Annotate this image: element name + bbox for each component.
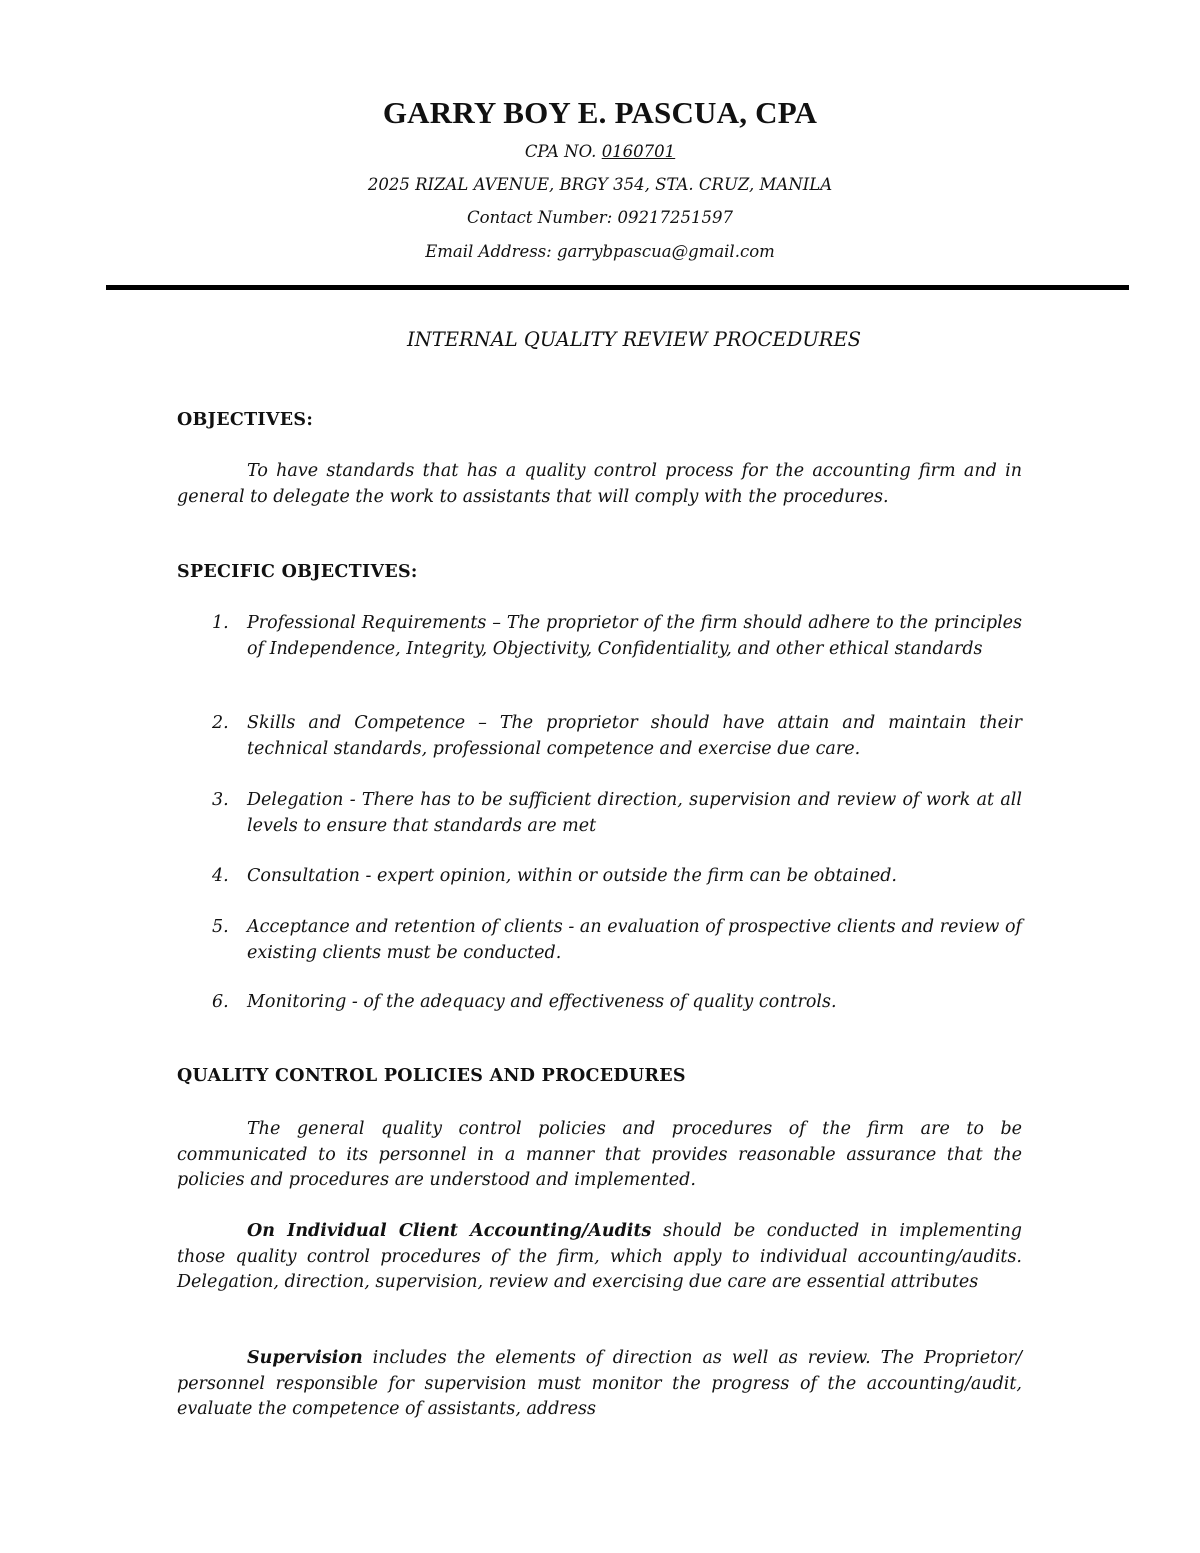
list-text: Professional Requirements – The proprietor of the firm should adhere to the principles of Independence, Integrity, Objectivity, Confidentiality, and other ethical standards [247,613,1022,659]
qc-paragraph-supervision [177,1346,1022,1423]
address-line: 2025 RIZAL AVENUE, BRGY 354, STA. CRUZ, MANILA [367,175,833,194]
list-item [212,788,1022,839]
author-name: GARRY BOY E. PASCUA, CPA [382,95,818,130]
paragraph-text: includes the elements of direction as well as review. The Proprietor/ personnel responsible for supervision must monitor the progress of the accounting/audit, evaluate the competence of assistants, address [177,1348,1022,1419]
cpa-number: 0160701 [601,142,676,161]
bold-lead: Supervision [247,1348,363,1368]
list-number: 1. [212,613,229,633]
list-item [212,611,1022,662]
list-number: 4. [212,866,229,886]
list-text: Acceptance and retention of clients - an evaluation of prospective clients and review of existing clients must be conducted. [247,917,1022,963]
qc-paragraph-general: The general quality control policies and procedures of the firm are to be communicated to its personnel in a manner that provides reasonable assurance that the policies and procedures are understood and implemented. [177,1119,1022,1190]
list-number: 2. [212,713,229,733]
list-item [212,864,1022,890]
list-text: Consultation - expert opinion, within or outside the firm can be obtained. [247,866,897,886]
list-item [212,990,1022,1016]
email-line: Email Address: garrybpascua@gmail.com [425,242,775,261]
qc-heading: QUALITY CONTROL POLICIES AND PROCEDURES [177,1066,686,1086]
paragraph-text: should be conducted in implementing those quality control procedures of the firm, which apply to individual accounting/audits. Delegation, direction, supervision, review and exercising due care are essential attributes [177,1221,1022,1292]
list-item [212,711,1022,762]
list-number: 3. [212,790,229,810]
specific-objectives-heading: SPECIFIC OBJECTIVES: [177,562,418,582]
bold-lead: On Individual Client Accounting/Audits [247,1221,652,1241]
cpa-label: CPA NO. [524,142,602,161]
list-number: 6. [212,992,229,1012]
list-number: 5. [212,917,229,937]
list-text: Monitoring - of the adequacy and effectiveness of quality controls. [247,992,837,1012]
contact-line: Contact Number: 09217251597 [467,208,733,227]
list-item [212,915,1022,966]
document-title: INTERNAL QUALITY REVIEW PROCEDURES [406,328,862,351]
cpa-number-line [0,142,1200,161]
objectives-heading: OBJECTIVES: [177,410,314,430]
list-text: Skills and Competence – The proprietor should have attain and maintain their technical standards, professional competence and exercise due care. [247,713,1022,759]
objectives-paragraph: To have standards that has a quality control process for the accounting firm and in general to delegate the work to assistants that will comply with the procedures. [177,461,1022,507]
qc-paragraph-individual [177,1219,1022,1296]
list-text: Delegation - There has to be sufficient direction, supervision and review of work at all levels to ensure that standards are met [247,790,1022,836]
header-divider [106,285,1129,290]
